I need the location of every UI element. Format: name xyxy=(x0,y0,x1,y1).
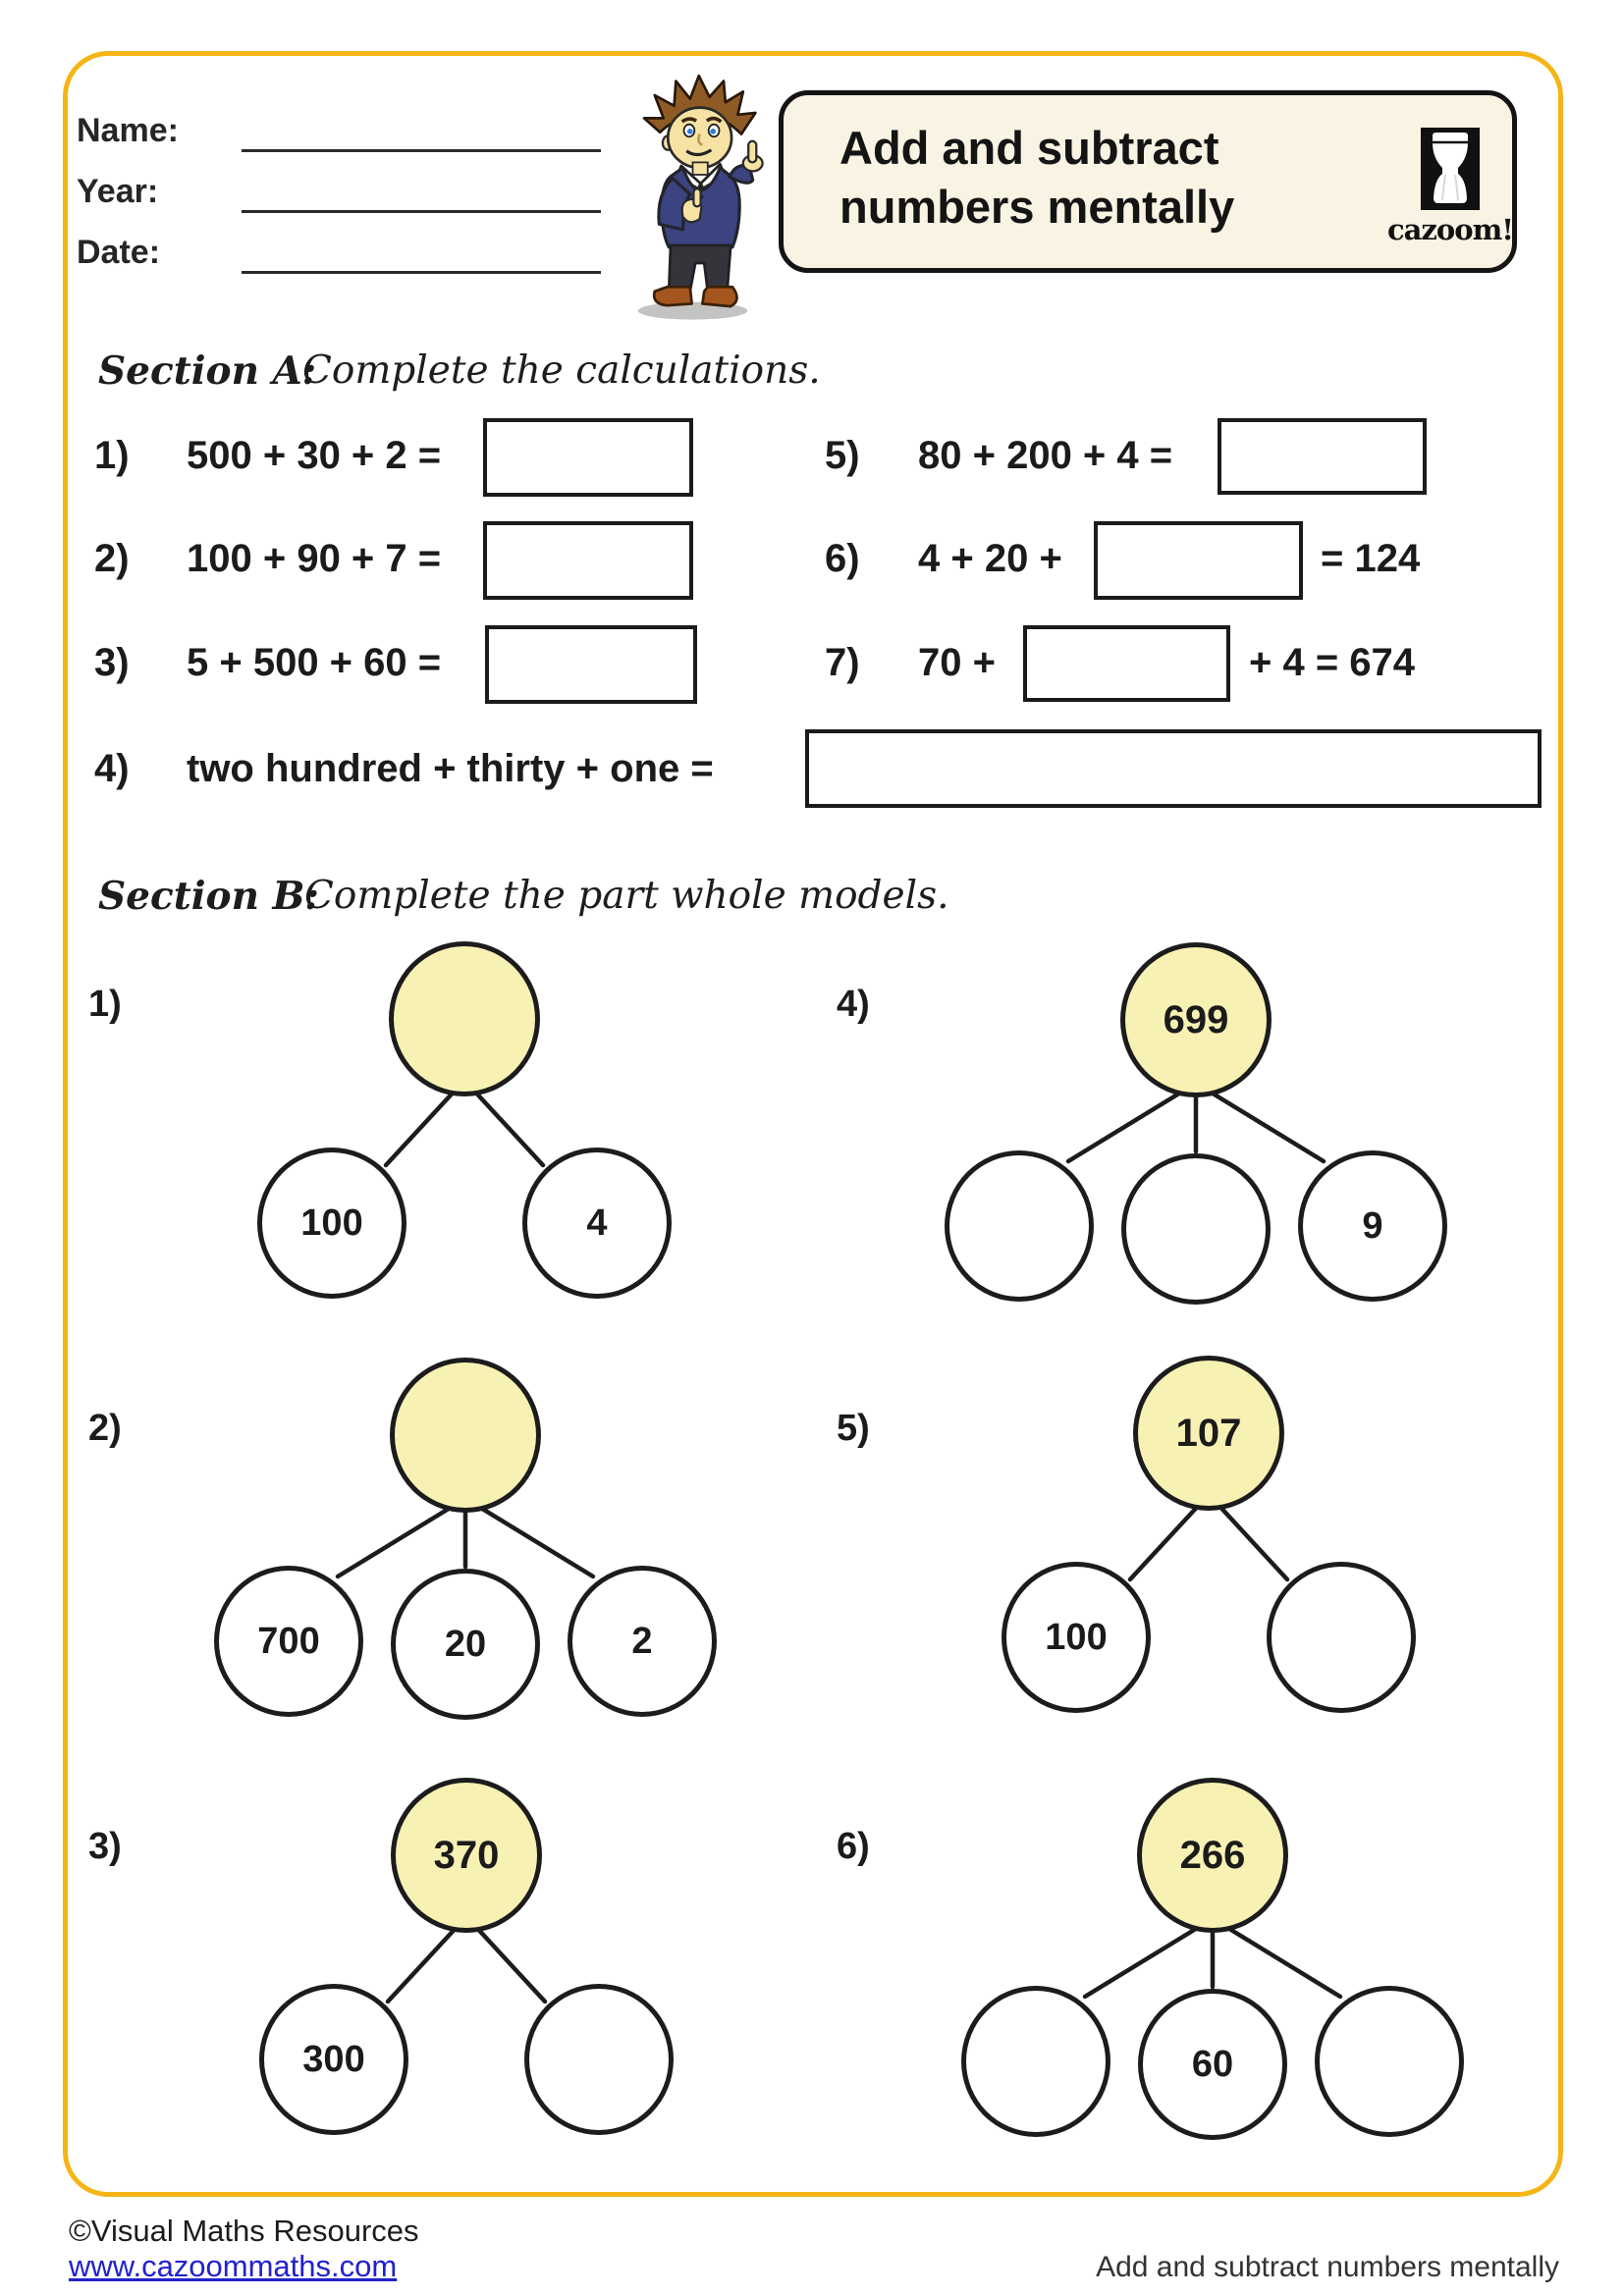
model-4-whole-circle xyxy=(1120,942,1272,1097)
model-2-whole-circle[interactable] xyxy=(390,1358,541,1513)
model-5-whole-circle xyxy=(1133,1356,1284,1511)
problem-5-answer-box[interactable] xyxy=(1218,418,1427,495)
model-2-part-value: 20 xyxy=(444,1623,487,1665)
section-a-instruction: Complete the calculations. xyxy=(302,348,821,393)
model-1-whole-circle[interactable] xyxy=(389,941,540,1096)
model-4-part-circle xyxy=(1298,1150,1447,1302)
copyright-text: ©Visual Maths Resources xyxy=(69,2214,419,2248)
problem-4-answer-box[interactable] xyxy=(805,729,1542,808)
year-label: Year: xyxy=(77,173,159,210)
worksheet-title-line2: numbers mentally xyxy=(839,181,1235,233)
model-3-part-circle xyxy=(259,1984,408,2135)
model-2-part-circle xyxy=(568,1566,717,1717)
model-4-number: 4) xyxy=(837,984,870,1025)
problem-2-answer-box[interactable] xyxy=(483,521,693,600)
problem-1-answer-box[interactable] xyxy=(483,418,693,497)
model-3-part-circle[interactable] xyxy=(524,1984,674,2135)
model-2-part-value: 700 xyxy=(257,1620,320,1662)
problem-4-number: 4) xyxy=(94,747,130,790)
section-b-heading: Section B: xyxy=(98,874,319,919)
model-4-whole-value: 699 xyxy=(1163,997,1229,1041)
model-6-part-circle[interactable] xyxy=(961,1986,1110,2137)
problem-1-number: 1) xyxy=(94,434,130,477)
model-2-number: 2) xyxy=(88,1408,122,1449)
name-input-line[interactable] xyxy=(242,149,601,152)
model-2-part-circle xyxy=(391,1569,540,1720)
cazoom-logo xyxy=(1386,128,1514,246)
model-2-part-circle xyxy=(214,1566,363,1717)
worksheet-title xyxy=(839,119,1234,237)
model-6-part-circle[interactable] xyxy=(1315,1986,1464,2137)
problem-2-number: 2) xyxy=(94,537,130,580)
model-6-number: 6) xyxy=(837,1826,870,1867)
model-6-whole-circle xyxy=(1137,1778,1288,1933)
part-whole-model-4 xyxy=(941,941,1451,1334)
problem-2-expression: 100 + 90 + 7 = xyxy=(187,537,442,580)
model-2-part-value: 2 xyxy=(631,1620,653,1662)
problem-6-expression: 4 + 20 + xyxy=(918,537,1062,580)
name-label: Name: xyxy=(77,112,179,149)
cazoom-logo-text: cazoom! xyxy=(1386,213,1514,246)
problem-5-number: 5) xyxy=(825,434,860,477)
part-whole-model-1 xyxy=(209,940,720,1333)
model-1-part-circle xyxy=(522,1148,672,1299)
model-4-part-value: 9 xyxy=(1362,1204,1383,1247)
student-boy-thumbs-up-icon xyxy=(609,59,785,326)
section-a-heading: Section A: xyxy=(98,348,317,394)
model-5-part-circle xyxy=(1001,1562,1151,1713)
section-b-instruction: Complete the part whole models. xyxy=(304,874,949,918)
problem-1-expression: 500 + 30 + 2 = xyxy=(187,434,442,477)
problem-7-answer-box[interactable] xyxy=(1023,625,1230,702)
problem-6-answer-box[interactable] xyxy=(1094,521,1303,600)
model-1-part-circle xyxy=(257,1148,406,1299)
part-whole-model-6 xyxy=(957,1777,1468,2169)
problem-3-number: 3) xyxy=(94,641,130,684)
problem-5-expression: 80 + 200 + 4 = xyxy=(918,434,1173,477)
problem-7-number: 7) xyxy=(825,641,860,684)
part-whole-model-2 xyxy=(210,1357,721,1749)
model-1-number: 1) xyxy=(88,984,122,1025)
model-1-part-value: 100 xyxy=(300,1201,363,1244)
cazoommaths-link[interactable]: www.cazoommaths.com xyxy=(69,2249,398,2283)
model-5-number: 5) xyxy=(837,1408,870,1449)
part-whole-model-5 xyxy=(953,1355,1464,1747)
model-1-part-value: 4 xyxy=(586,1201,608,1244)
date-input-line[interactable] xyxy=(242,271,601,274)
problem-7-expression: 70 + xyxy=(918,641,996,684)
model-6-part-circle xyxy=(1138,1989,1287,2140)
model-3-number: 3) xyxy=(88,1826,122,1867)
worksheet-title-line1: Add and subtract xyxy=(839,122,1219,174)
model-3-whole-value: 370 xyxy=(433,1833,500,1877)
date-label: Date: xyxy=(77,234,161,271)
problem-3-answer-box[interactable] xyxy=(485,625,697,704)
model-6-whole-value: 266 xyxy=(1179,1833,1246,1877)
model-3-whole-circle xyxy=(391,1778,542,1933)
footer-worksheet-title: Add and subtract numbers mentally xyxy=(1096,2251,1559,2283)
problem-3-expression: 5 + 500 + 60 = xyxy=(187,641,442,684)
model-4-part-circle[interactable] xyxy=(945,1150,1094,1302)
problem-7-result: + 4 = 674 xyxy=(1249,641,1416,684)
model-3-part-value: 300 xyxy=(302,2038,365,2080)
model-5-part-circle[interactable] xyxy=(1267,1562,1416,1713)
model-5-part-value: 100 xyxy=(1045,1616,1108,1658)
part-whole-model-3 xyxy=(211,1777,722,2169)
model-4-part-circle[interactable] xyxy=(1121,1153,1271,1305)
model-5-whole-value: 107 xyxy=(1175,1411,1242,1455)
model-6-part-value: 60 xyxy=(1191,2043,1234,2085)
year-input-line[interactable] xyxy=(242,210,601,213)
djembe-drum-icon xyxy=(1421,128,1480,210)
problem-6-result: = 124 xyxy=(1321,537,1421,580)
problem-6-number: 6) xyxy=(825,537,860,580)
problem-4-expression: two hundred + thirty + one = xyxy=(187,747,714,790)
